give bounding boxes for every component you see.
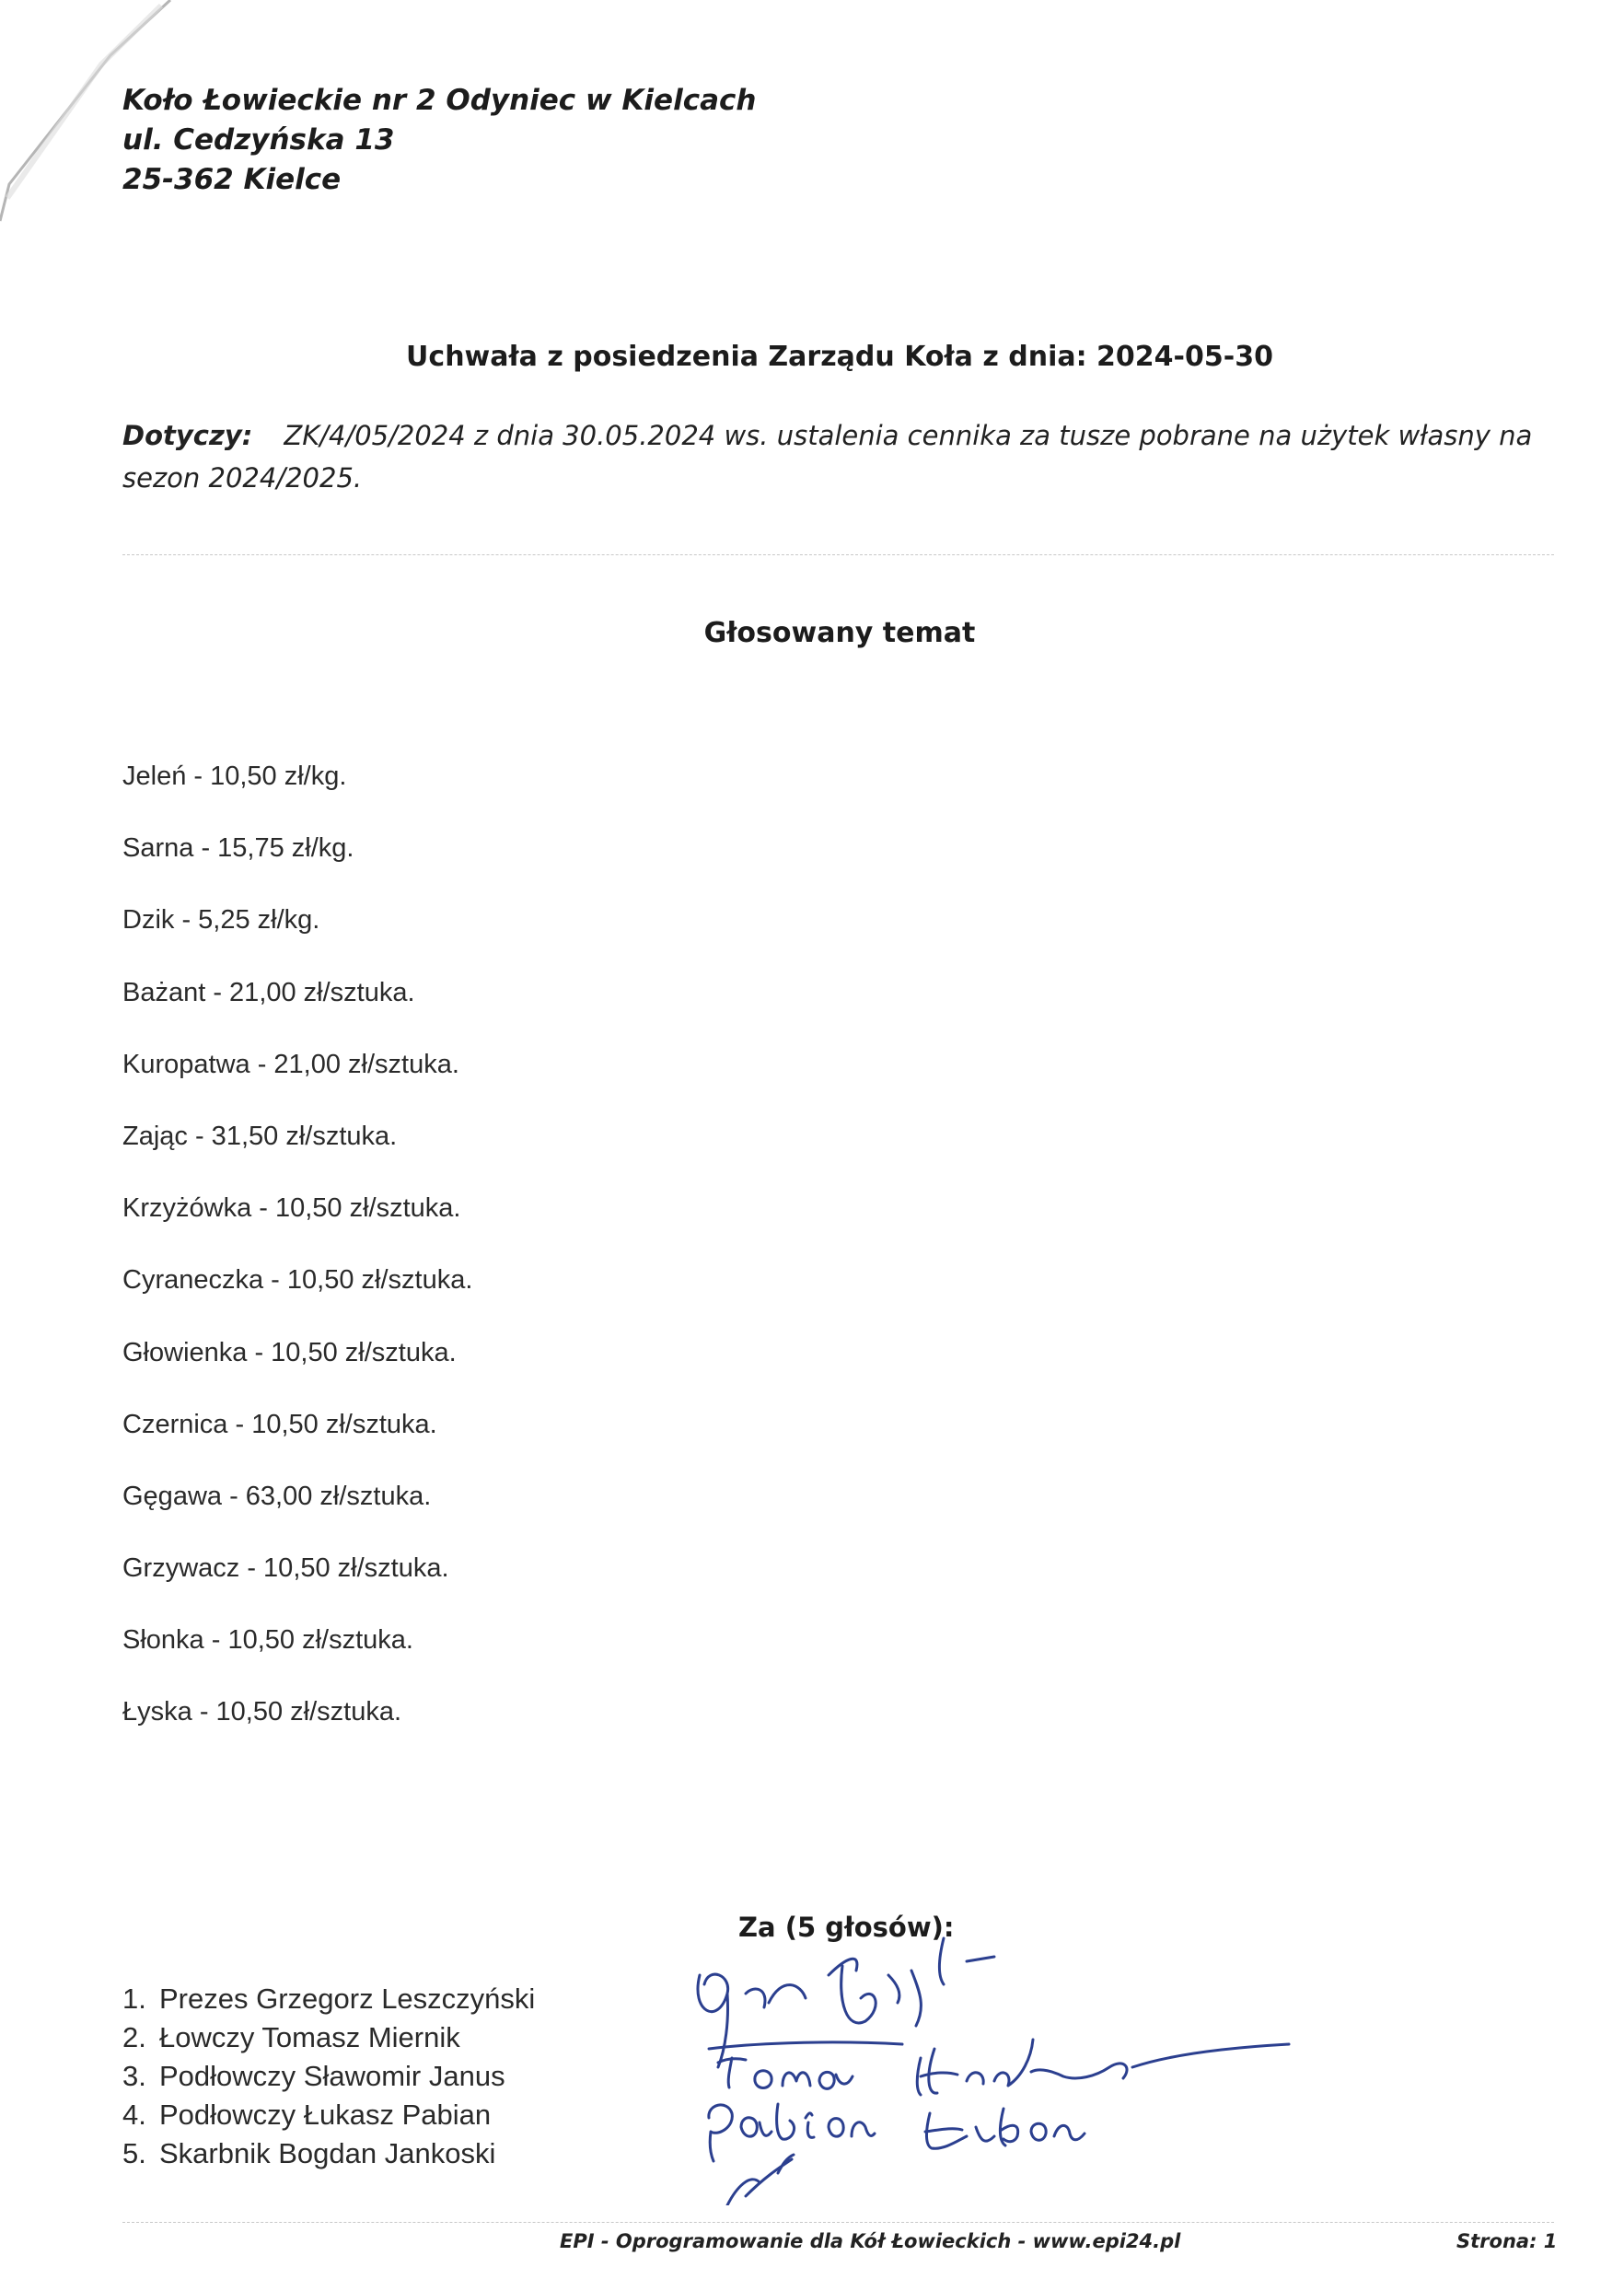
member-name: Podłowczy Sławomir Janus — [159, 2060, 505, 2092]
votes-in-favor: Za (5 głosów): — [738, 1912, 955, 1943]
member-item — [122, 2096, 535, 2134]
member-item — [122, 2134, 535, 2173]
organization-block — [122, 81, 756, 200]
footer-software: EPI - Oprogramowanie dla Kół Łowieckich - www.epi24.pl — [560, 2230, 1181, 2252]
resolution-regarding — [122, 414, 1540, 499]
member-item — [122, 2057, 535, 2096]
member-number: 5. — [122, 2137, 146, 2169]
board-members-list — [122, 1980, 535, 2173]
organization-name: Koło Łowieckie nr 2 Odyniec w Kielcach — [122, 84, 757, 117]
organization-street: ul. Cedzyńska 13 — [122, 123, 395, 157]
member-number: 3. — [122, 2060, 146, 2092]
bottom-divider — [122, 2222, 1554, 2223]
regarding-text: ZK/4/05/2024 z dnia 30.05.2024 ws. ustalenia cennika za tusze pobrane na użytek własny na sezon 2024/2025. — [122, 420, 1533, 494]
price-item: Słonka - 10,50 zł/sztuka. — [122, 1625, 413, 1656]
voted-subject-heading: Głosowany temat — [703, 617, 976, 649]
price-item: Gęgawa - 63,00 zł/sztuka. — [122, 1481, 432, 1511]
member-name: Skarbnik Bogdan Jankoski — [159, 2137, 496, 2169]
organization-city: 25-362 Kielce — [122, 163, 342, 196]
price-item: Krzyżówka - 10,50 zł/sztuka. — [122, 1193, 461, 1224]
member-item — [122, 2018, 535, 2057]
price-item: Dzik - 5,25 zł/kg. — [122, 905, 320, 936]
member-number: 2. — [122, 2021, 146, 2053]
handwritten-signatures — [690, 1920, 1335, 2205]
price-item: Bażant - 21,00 zł/sztuka. — [122, 977, 415, 1007]
member-item — [122, 1980, 535, 2018]
member-name: Prezes Grzegorz Leszczyński — [159, 1982, 536, 2015]
price-item: Kuropatwa - 21,00 zł/sztuka. — [122, 1049, 459, 1079]
price-item: Czernica - 10,50 zł/sztuka. — [122, 1409, 437, 1439]
price-item: Jeleń - 10,50 zł/kg. — [122, 762, 347, 791]
price-item: Grzywacz - 10,50 zł/sztuka. — [122, 1553, 449, 1584]
regarding-label: Dotyczy: — [122, 420, 253, 451]
top-divider — [122, 554, 1554, 555]
price-item: Głowienka - 10,50 zł/sztuka. — [122, 1337, 457, 1367]
resolution-title: Uchwała z posiedzenia Zarządu Koła z dnia: 2024-05-30 — [406, 341, 1273, 373]
price-list — [122, 758, 472, 1766]
price-item: Łyska - 10,50 zł/sztuka. — [122, 1697, 402, 1727]
price-item: Zając - 31,50 zł/sztuka. — [122, 1121, 398, 1151]
member-number: 4. — [122, 2099, 146, 2131]
member-name: Podłowczy Łukasz Pabian — [159, 2099, 492, 2131]
member-number: 1. — [122, 1982, 146, 2015]
footer-page-number: Strona: 1 — [1456, 2230, 1558, 2252]
price-item: Sarna - 15,75 zł/kg. — [122, 833, 354, 864]
member-name: Łowczy Tomasz Miernik — [159, 2021, 460, 2053]
price-item: Cyraneczka - 10,50 zł/sztuka. — [122, 1265, 473, 1296]
